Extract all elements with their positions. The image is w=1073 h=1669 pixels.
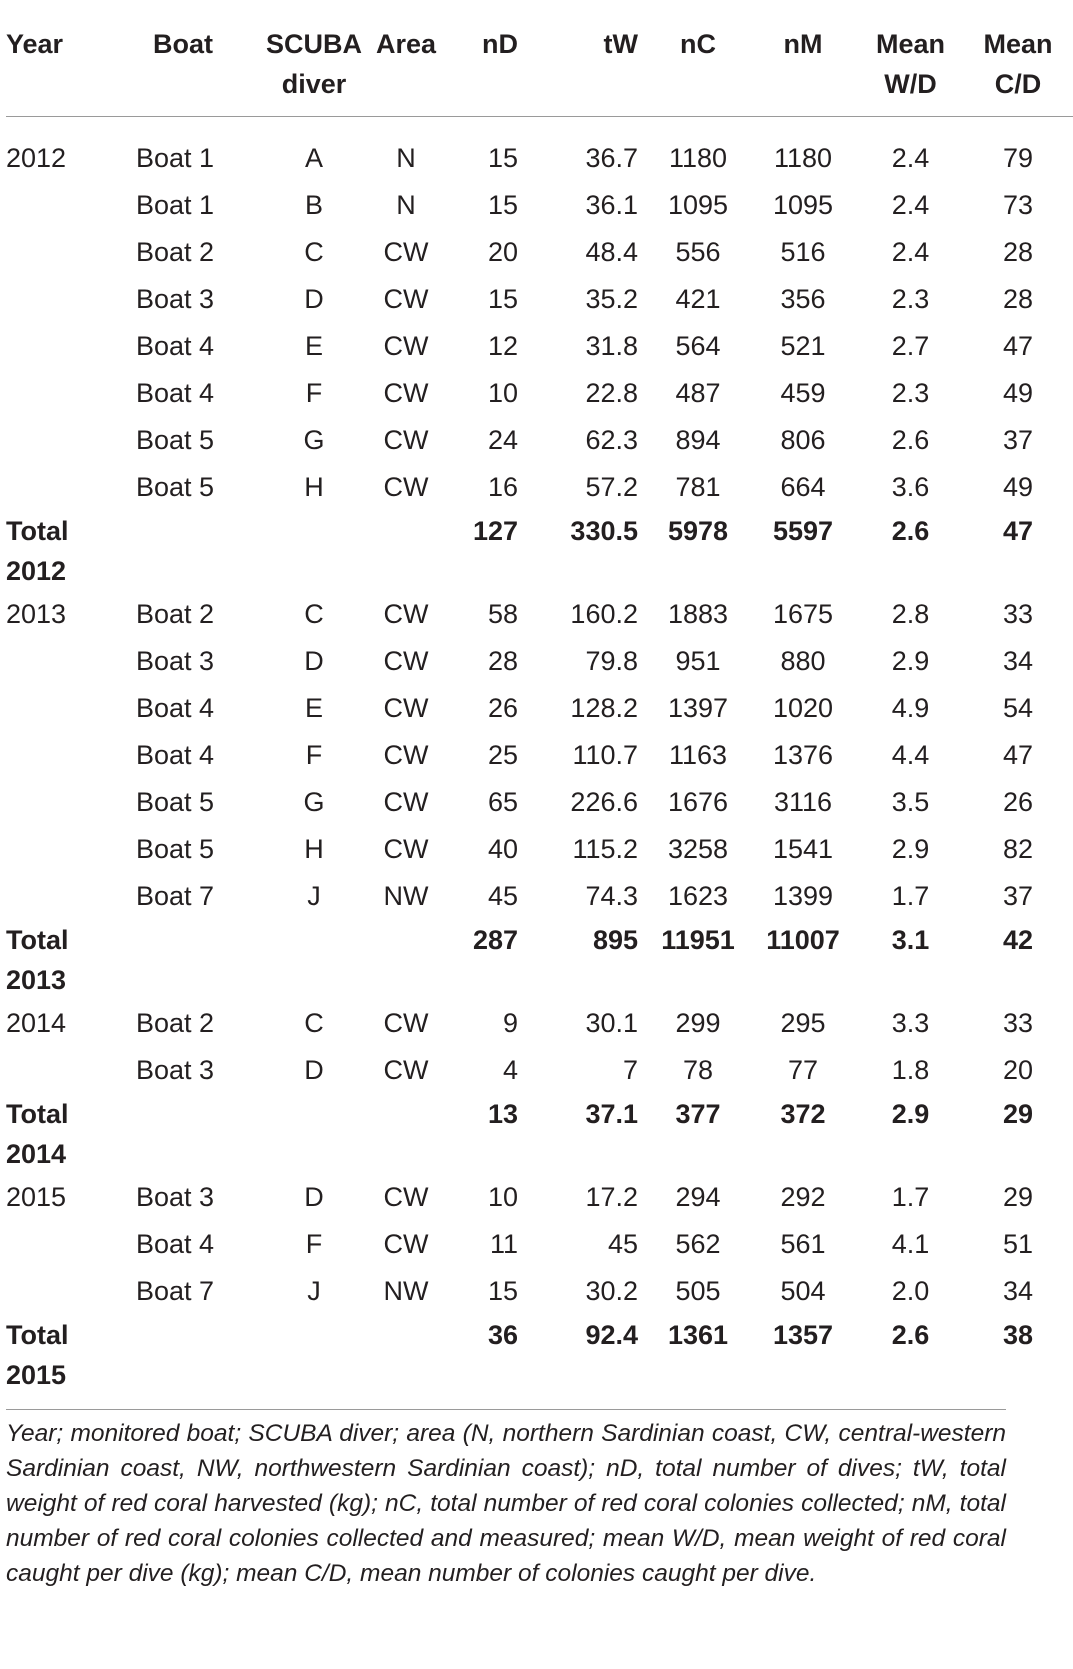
total-row (6, 920, 1073, 1000)
cell-area: CW (383, 1008, 429, 1038)
cell-year (6, 1047, 124, 1094)
cell-boat: Boat 3 (136, 284, 215, 314)
cell-boat: Boat 4 (136, 378, 215, 408)
total-cell-nc: 1361 (667, 1320, 729, 1350)
cell-area: CW (383, 331, 429, 361)
cell-nm: 806 (780, 425, 826, 455)
total-cell-nm: 5597 (772, 516, 834, 546)
cell-nc: 299 (675, 1008, 721, 1038)
cell-mwd: 1.8 (891, 1055, 930, 1085)
cell-nm: 1180 (773, 143, 833, 173)
cell-year (6, 873, 124, 920)
cell-nm: 292 (780, 1182, 826, 1212)
total-cell-nm: 372 (780, 1099, 826, 1129)
cell-year (6, 779, 124, 826)
total-label-line1: Total (6, 1099, 69, 1129)
cell-mwd: 2.4 (891, 237, 930, 267)
cell-nc: 1883 (667, 599, 729, 629)
cell-mcd: 51 (1002, 1229, 1034, 1259)
cell-nm: 521 (780, 331, 826, 361)
cell-nc: 505 (675, 1276, 721, 1306)
total-label (6, 1094, 124, 1174)
cell-year (6, 229, 124, 276)
cell-nm: 1675 (772, 599, 834, 629)
total-cell-nc: 11951 (661, 925, 735, 955)
cell-area: CW (383, 472, 429, 502)
table-row (6, 1221, 1073, 1268)
total-label-line2: 2014 (6, 1139, 67, 1169)
cell-nm: 356 (780, 284, 826, 314)
cell-tw: 62.3 (585, 425, 638, 455)
cell-nc: 1676 (667, 787, 729, 817)
cell-mwd: 4.4 (891, 740, 930, 770)
cell-area: CW (383, 834, 429, 864)
cell-mwd: 2.4 (891, 190, 930, 220)
cell-nm: 1376 (772, 740, 834, 770)
cell-nc: 894 (675, 425, 721, 455)
cell-tw: 35.2 (585, 284, 638, 314)
total-empty-cell (366, 920, 446, 1000)
cell-nd: 26 (487, 693, 518, 723)
cell-boat: Boat 7 (136, 881, 215, 911)
total-empty-cell (262, 511, 366, 591)
cell-nd: 15 (487, 1276, 518, 1306)
cell-nc: 1623 (667, 881, 729, 911)
table-row (6, 276, 1073, 323)
cell-mcd: 73 (1002, 190, 1034, 220)
cell-nc: 78 (682, 1055, 714, 1085)
total-empty-cell (366, 1094, 446, 1174)
cell-boat: Boat 4 (136, 1229, 215, 1259)
total-empty-cell (124, 1315, 262, 1395)
cell-area: CW (383, 378, 429, 408)
header-tw: tW (528, 0, 648, 117)
table-row (6, 685, 1073, 732)
total-cell-tw: 92.4 (585, 1320, 638, 1350)
table-row (6, 323, 1073, 370)
cell-nc: 294 (675, 1182, 721, 1212)
table-row (6, 1174, 1073, 1221)
header-year: Year (6, 0, 124, 117)
table-row (6, 417, 1073, 464)
cell-diver: D (304, 1182, 324, 1212)
cell-nd: 15 (487, 190, 518, 220)
cell-tw: 115.2 (572, 834, 638, 864)
cell-nd: 25 (487, 740, 518, 770)
total-label-line2: 2012 (6, 556, 67, 586)
header-scuba-diver-line1: SCUBA (265, 29, 362, 59)
cell-boat: Boat 4 (136, 740, 215, 770)
cell-diver: B (304, 190, 323, 220)
cell-year: 2012 (6, 143, 67, 173)
cell-nm: 516 (780, 237, 826, 267)
cell-area: N (396, 190, 416, 220)
cell-diver: F (305, 378, 323, 408)
cell-mcd: 29 (1002, 1182, 1034, 1212)
header-row (6, 0, 1073, 117)
cell-mcd: 34 (1002, 1276, 1034, 1306)
cell-mwd: 4.9 (891, 693, 930, 723)
total-cell-tw: 895 (592, 925, 638, 955)
cell-nc: 564 (675, 331, 721, 361)
table-row (6, 591, 1073, 638)
cell-boat: Boat 4 (136, 331, 215, 361)
cell-diver: D (304, 284, 324, 314)
total-empty-cell (262, 920, 366, 1000)
cell-mwd: 4.1 (891, 1229, 930, 1259)
header-mean-cd-line1: Mean (983, 29, 1053, 59)
total-cell-nm: 11007 (766, 925, 840, 955)
cell-nm: 1399 (772, 881, 834, 911)
header-mean-wd-line1: Mean (875, 29, 946, 59)
total-label (6, 920, 124, 1000)
cell-mwd: 3.6 (891, 472, 930, 502)
cell-mcd: 49 (1002, 378, 1034, 408)
cell-area: CW (383, 1229, 429, 1259)
cell-mwd: 1.7 (891, 881, 930, 911)
cell-nd: 65 (487, 787, 518, 817)
cell-mwd: 2.4 (891, 143, 930, 173)
cell-nm: 664 (780, 472, 826, 502)
cell-diver: C (304, 599, 324, 629)
cell-tw: 22.8 (585, 378, 638, 408)
cell-nd: 40 (487, 834, 518, 864)
total-cell-nm: 1357 (772, 1320, 834, 1350)
total-cell-mcd: 47 (1002, 516, 1034, 546)
total-label-line1: Total (6, 516, 69, 546)
cell-nm: 561 (780, 1229, 826, 1259)
cell-mcd: 34 (1002, 646, 1034, 676)
cell-mcd: 54 (1002, 693, 1034, 723)
total-empty-cell (124, 920, 262, 1000)
table-header (6, 0, 1073, 117)
cell-mwd: 2.9 (891, 646, 930, 676)
cell-diver: C (304, 237, 324, 267)
cell-diver: J (307, 881, 321, 911)
total-cell-mwd: 2.6 (891, 516, 930, 546)
cell-diver: G (303, 425, 325, 455)
cell-tw: 160.2 (570, 599, 638, 629)
cell-diver: E (304, 693, 323, 723)
total-cell-tw: 330.5 (570, 516, 638, 546)
total-label (6, 511, 124, 591)
total-cell-mwd: 2.6 (891, 1320, 930, 1350)
cell-nd: 28 (487, 646, 518, 676)
cell-mcd: 47 (1002, 331, 1034, 361)
header-area: Area (366, 0, 446, 117)
cell-nd: 45 (487, 881, 518, 911)
cell-tw: 79.8 (585, 646, 638, 676)
total-cell-tw: 37.1 (585, 1099, 638, 1129)
cell-boat: Boat 5 (136, 425, 215, 455)
cell-area: CW (383, 1055, 429, 1085)
cell-mwd: 2.8 (891, 599, 930, 629)
cell-boat: Boat 7 (136, 1276, 215, 1306)
table-body (6, 117, 1073, 1396)
total-cell-mwd: 2.9 (891, 1099, 930, 1129)
cell-nm: 1541 (772, 834, 834, 864)
total-label-line2: 2013 (6, 965, 67, 995)
cell-mcd: 33 (1002, 599, 1034, 629)
cell-diver: J (307, 1276, 321, 1306)
cell-area: CW (383, 599, 429, 629)
cell-nc: 421 (675, 284, 721, 314)
table-row (6, 873, 1073, 920)
cell-nm: 1095 (772, 190, 834, 220)
cell-tw: 36.7 (585, 143, 638, 173)
total-cell-nd: 127 (472, 516, 518, 546)
cell-nm: 459 (780, 378, 826, 408)
table-row (6, 732, 1073, 779)
cell-tw: 7 (622, 1055, 638, 1085)
spacer-cell (6, 117, 1073, 136)
total-cell-mcd: 29 (1002, 1099, 1034, 1129)
cell-nm: 3116 (773, 787, 833, 817)
cell-year (6, 464, 124, 511)
cell-mwd: 3.3 (891, 1008, 930, 1038)
cell-nm: 504 (780, 1276, 826, 1306)
cell-nc: 1397 (667, 693, 729, 723)
cell-area: CW (383, 284, 429, 314)
cell-mcd: 37 (1002, 425, 1034, 455)
total-cell-nd: 287 (472, 925, 518, 955)
total-empty-cell (366, 1315, 446, 1395)
cell-nc: 781 (675, 472, 721, 502)
cell-tw: 17.2 (585, 1182, 638, 1212)
cell-boat: Boat 3 (136, 1055, 215, 1085)
cell-area: NW (383, 881, 429, 911)
cell-area: CW (383, 693, 429, 723)
cell-year (6, 370, 124, 417)
cell-year: 2015 (6, 1182, 67, 1212)
cell-nd: 15 (487, 143, 518, 173)
table-row (6, 135, 1073, 182)
cell-area: CW (383, 1182, 429, 1212)
cell-boat: Boat 1 (136, 190, 215, 220)
table-row (6, 1047, 1073, 1094)
cell-tw: 31.8 (585, 331, 638, 361)
cell-tw: 30.1 (585, 1008, 638, 1038)
header-nd: nD (446, 0, 528, 117)
cell-nd: 58 (487, 599, 518, 629)
cell-diver: D (304, 646, 324, 676)
cell-nc: 1163 (668, 740, 728, 770)
cell-year (6, 1221, 124, 1268)
cell-boat: Boat 3 (136, 646, 215, 676)
cell-boat: Boat 1 (136, 143, 215, 173)
cell-area: CW (383, 237, 429, 267)
table-footnote: Year; monitored boat; SCUBA diver; area (N, northern Sardinian coast, CW, central-western Sardinian coast, NW, northwestern Sardinian coast); nD, total number of dives; tW, total weight of red coral harvested (kg); nC, total number of red coral colonies collected; nM, total number of red coral colonies collected and measured; mean W/D, mean weight of red coral caught per dive (kg); mean C/D, mean number of colonies caught per dive. (6, 1409, 1006, 1591)
cell-year (6, 638, 124, 685)
cell-mcd: 79 (1002, 143, 1034, 173)
table-row (6, 638, 1073, 685)
total-row (6, 511, 1073, 591)
cell-mwd: 2.6 (891, 425, 930, 455)
cell-mwd: 2.7 (891, 331, 930, 361)
cell-tw: 226.6 (570, 787, 638, 817)
cell-nm: 880 (780, 646, 826, 676)
cell-year (6, 1268, 124, 1315)
table-row (6, 464, 1073, 511)
cell-nm: 1020 (772, 693, 834, 723)
total-label-line1: Total (6, 925, 69, 955)
cell-nd: 10 (487, 378, 518, 408)
total-cell-nc: 377 (675, 1099, 721, 1129)
cell-boat: Boat 2 (136, 599, 215, 629)
total-cell-mcd: 42 (1002, 925, 1034, 955)
table-row (6, 826, 1073, 873)
cell-year (6, 732, 124, 779)
cell-mcd: 47 (1002, 740, 1034, 770)
cell-nc: 556 (675, 237, 721, 267)
cell-tw: 57.2 (585, 472, 638, 502)
cell-mcd: 28 (1002, 284, 1034, 314)
header-scuba-diver-line2: diver (281, 69, 347, 99)
cell-year (6, 417, 124, 464)
cell-diver: D (304, 1055, 324, 1085)
total-label-line1: Total (6, 1320, 69, 1350)
cell-mcd: 82 (1002, 834, 1034, 864)
cell-mwd: 2.3 (891, 378, 930, 408)
total-label (6, 1315, 124, 1395)
cell-nc: 951 (675, 646, 721, 676)
total-empty-cell (366, 511, 446, 591)
header-mean-cd (963, 0, 1073, 117)
cell-diver: E (304, 331, 323, 361)
cell-diver: F (305, 1229, 323, 1259)
cell-diver: G (303, 787, 325, 817)
cell-tw: 48.4 (585, 237, 638, 267)
cell-nd: 20 (487, 237, 518, 267)
total-row (6, 1315, 1073, 1395)
cell-area: CW (383, 425, 429, 455)
cell-mcd: 33 (1002, 1008, 1034, 1038)
total-cell-nd: 13 (487, 1099, 518, 1129)
cell-nd: 9 (502, 1008, 518, 1038)
cell-nd: 4 (502, 1055, 518, 1085)
header-scuba-diver (262, 0, 366, 117)
cell-nd: 10 (487, 1182, 518, 1212)
cell-diver: A (304, 143, 323, 173)
cell-year: 2013 (6, 599, 67, 629)
table-row (6, 1268, 1073, 1315)
cell-nd: 16 (487, 472, 518, 502)
header-mean-cd-line2: C/D (994, 69, 1042, 99)
cell-nc: 562 (675, 1229, 721, 1259)
total-row (6, 1094, 1073, 1174)
cell-mcd: 28 (1002, 237, 1034, 267)
cell-tw: 74.3 (585, 881, 638, 911)
total-empty-cell (124, 1094, 262, 1174)
cell-boat: Boat 2 (136, 1008, 215, 1038)
cell-year (6, 323, 124, 370)
cell-diver: F (305, 740, 323, 770)
cell-mcd: 26 (1002, 787, 1034, 817)
cell-area: N (396, 143, 416, 173)
cell-year (6, 826, 124, 873)
cell-year (6, 276, 124, 323)
table-row (6, 229, 1073, 276)
cell-boat: Boat 3 (136, 1182, 215, 1212)
header-boat: Boat (124, 0, 262, 117)
cell-tw: 128.2 (570, 693, 638, 723)
table-row (6, 779, 1073, 826)
total-cell-nc: 5978 (667, 516, 729, 546)
cell-mwd: 3.5 (891, 787, 930, 817)
cell-area: CW (383, 740, 429, 770)
cell-mwd: 2.0 (891, 1276, 930, 1306)
cell-boat: Boat 4 (136, 693, 215, 723)
cell-year (6, 685, 124, 732)
header-nc: nC (648, 0, 748, 117)
cell-mcd: 37 (1002, 881, 1034, 911)
cell-mcd: 20 (1002, 1055, 1034, 1085)
cell-boat: Boat 2 (136, 237, 215, 267)
cell-nc: 1095 (667, 190, 729, 220)
spacer-row (6, 117, 1073, 136)
cell-nd: 11 (489, 1229, 518, 1259)
cell-nc: 3258 (667, 834, 729, 864)
cell-mwd: 2.3 (891, 284, 930, 314)
table-row (6, 182, 1073, 229)
table-row (6, 370, 1073, 417)
cell-tw: 45 (607, 1229, 638, 1259)
cell-mwd: 2.9 (891, 834, 930, 864)
cell-nm: 77 (787, 1055, 819, 1085)
header-nm: nM (748, 0, 858, 117)
cell-mcd: 49 (1002, 472, 1034, 502)
cell-area: CW (383, 646, 429, 676)
cell-nc: 487 (675, 378, 721, 408)
cell-nd: 12 (487, 331, 518, 361)
cell-tw: 30.2 (585, 1276, 638, 1306)
cell-year (6, 182, 124, 229)
data-table (6, 0, 1073, 1395)
cell-boat: Boat 5 (136, 472, 215, 502)
cell-nd: 15 (487, 284, 518, 314)
cell-boat: Boat 5 (136, 787, 215, 817)
header-mean-wd-line2: W/D (884, 69, 937, 99)
header-mean-wd (858, 0, 963, 117)
cell-tw: 36.1 (585, 190, 638, 220)
cell-year: 2014 (6, 1008, 67, 1038)
cell-area: CW (383, 787, 429, 817)
cell-diver: H (304, 834, 324, 864)
total-cell-mcd: 38 (1002, 1320, 1034, 1350)
cell-diver: C (304, 1008, 324, 1038)
table-row (6, 1000, 1073, 1047)
cell-area: NW (383, 1276, 429, 1306)
cell-nd: 24 (487, 425, 518, 455)
total-cell-nd: 36 (487, 1320, 518, 1350)
cell-mwd: 1.7 (891, 1182, 930, 1212)
cell-nc: 1180 (668, 143, 728, 173)
total-empty-cell (124, 511, 262, 591)
total-label-line2: 2015 (6, 1360, 67, 1390)
cell-tw: 110.7 (572, 740, 638, 770)
cell-boat: Boat 5 (136, 834, 215, 864)
cell-nm: 295 (780, 1008, 826, 1038)
cell-diver: H (304, 472, 324, 502)
total-cell-mwd: 3.1 (891, 925, 930, 955)
total-empty-cell (262, 1094, 366, 1174)
total-empty-cell (262, 1315, 366, 1395)
